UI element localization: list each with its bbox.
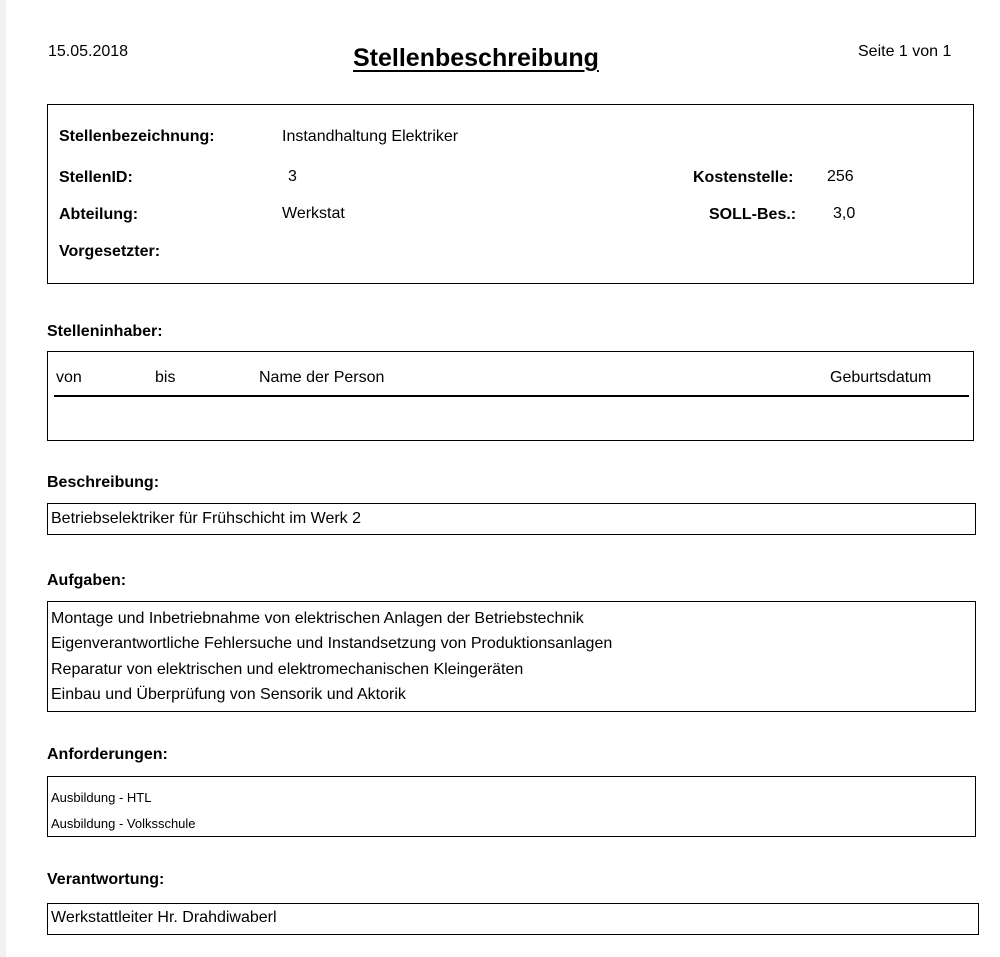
holder-section-title: Stelleninhaber: bbox=[47, 323, 163, 340]
page-title: Stellenbeschreibung bbox=[353, 44, 599, 72]
requirements-box bbox=[47, 776, 976, 837]
page-number: Seite 1 von 1 bbox=[858, 43, 952, 60]
job-title-value: Instandhaltung Elektriker bbox=[282, 128, 459, 145]
holder-table bbox=[47, 351, 974, 441]
task-item: Montage und Inbetriebnahme von elektrischen Anlagen der Betriebstechnik bbox=[51, 610, 584, 627]
header-divider bbox=[54, 395, 969, 397]
column-header-to: bis bbox=[155, 369, 176, 386]
description-text: Betriebselektriker für Frühschicht im Werk 2 bbox=[51, 510, 362, 527]
requirement-item: Ausbildung - Volksschule bbox=[51, 816, 196, 831]
target-staffing-label: SOLL-Bes.: bbox=[709, 206, 797, 223]
requirements-section-title: Anforderungen: bbox=[47, 746, 168, 763]
cost-center-label: Kostenstelle: bbox=[693, 169, 794, 186]
description-box bbox=[47, 503, 976, 535]
tasks-box bbox=[47, 601, 976, 712]
position-id-value: 3 bbox=[288, 168, 297, 185]
job-title-label: Stellenbezeichnung: bbox=[59, 128, 215, 145]
requirement-item: Ausbildung - HTL bbox=[51, 790, 152, 805]
print-date: 15.05.2018 bbox=[48, 43, 129, 60]
description-section-title: Beschreibung: bbox=[47, 474, 160, 491]
responsibility-text: Werkstattleiter Hr. Drahdiwaberl bbox=[51, 909, 277, 926]
position-id-label: StellenID: bbox=[59, 169, 133, 186]
target-staffing-value: 3,0 bbox=[833, 205, 856, 222]
task-item: Einbau und Überprüfung von Sensorik und Aktorik bbox=[51, 686, 406, 703]
supervisor-label: Vorgesetzter: bbox=[59, 243, 161, 260]
column-header-name: Name der Person bbox=[259, 369, 385, 386]
department-value: Werkstat bbox=[282, 205, 345, 222]
column-header-birthdate: Geburtsdatum bbox=[830, 369, 932, 386]
responsibility-section-title: Verantwortung: bbox=[47, 871, 165, 888]
job-info-box bbox=[47, 104, 974, 284]
department-label: Abteilung: bbox=[59, 206, 139, 223]
task-item: Reparatur von elektrischen und elektromechanischen Kleingeräten bbox=[51, 661, 524, 678]
responsibility-box bbox=[47, 903, 979, 935]
tasks-section-title: Aufgaben: bbox=[47, 572, 127, 589]
page-edge bbox=[0, 0, 6, 957]
task-item: Eigenverantwortliche Fehlersuche und Instandsetzung von Produktionsanlagen bbox=[51, 635, 613, 652]
cost-center-value: 256 bbox=[827, 168, 854, 185]
column-header-from: von bbox=[56, 369, 82, 386]
